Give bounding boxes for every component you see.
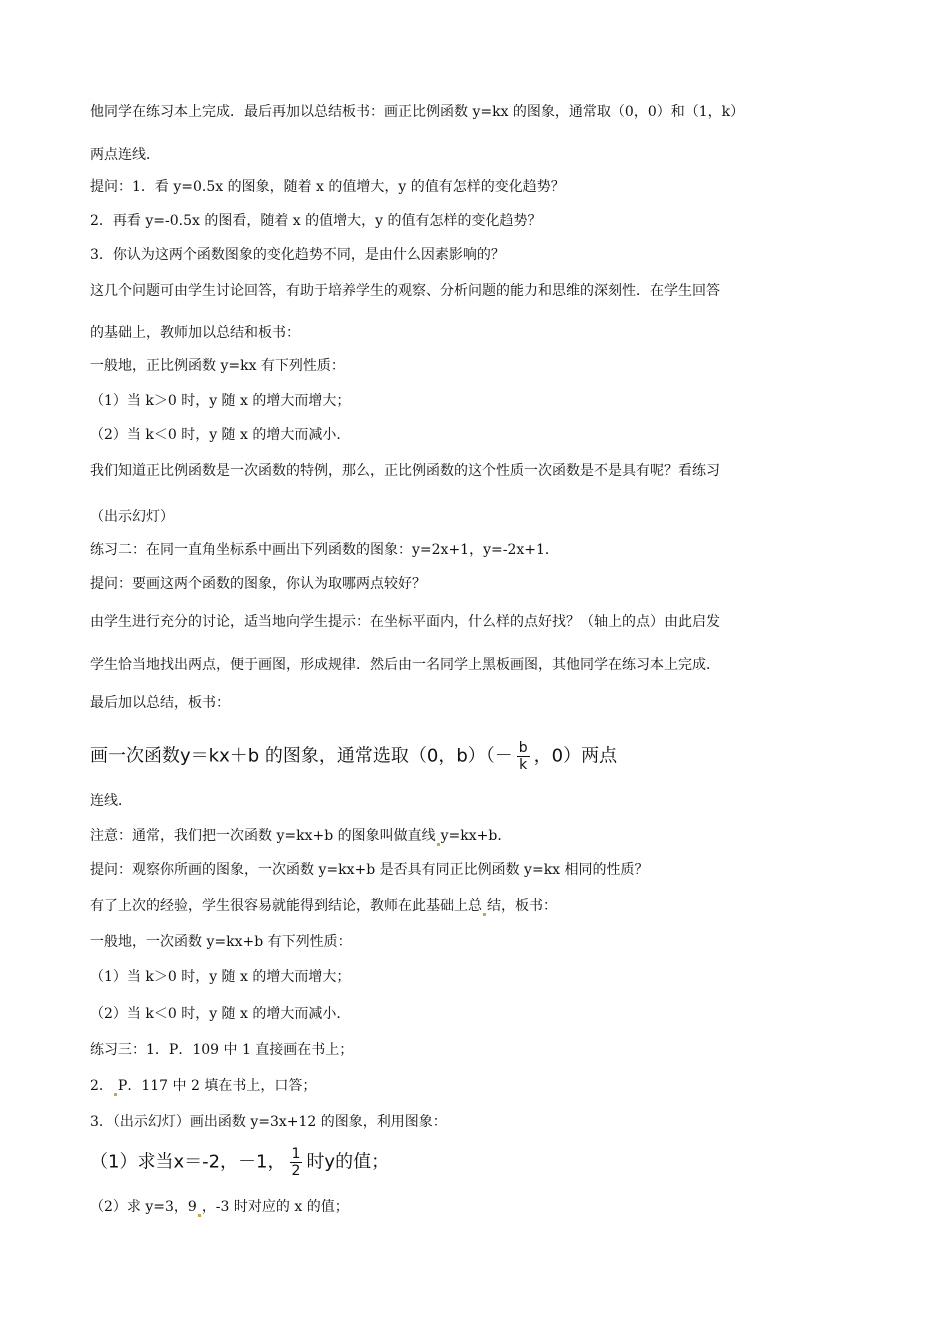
formula-find-y — [90, 1146, 389, 1179]
text-line: 一般地，正比例函数 y=kx 有下列性质： — [90, 358, 345, 374]
text-line: 一般地，一次函数 y=kx+b 有下列性质： — [90, 934, 352, 950]
text-segment: （2）求 y=3，9 — [90, 1199, 197, 1215]
text-line: （2）当 k＜0 时，y 随 x 的增大而减小． — [90, 1006, 351, 1022]
text-line: 练习三：1．P．109 中 1 直接画在书上； — [90, 1042, 354, 1058]
formula-graph-method — [90, 740, 617, 773]
text-line: 提问：要画这两个函数的图象，你认为取哪两点较好？ — [90, 576, 426, 592]
text-line: 连线． — [90, 793, 132, 809]
text-line: 这几个问题可由学生讨论回答，有助于培养学生的观察、分析问题的能力和思维的深刻性．在学生回答 — [90, 283, 720, 299]
text-line: 3．（出示幻灯）画出函数 y=3x+12 的图象，利用图象： — [90, 1114, 447, 1130]
fraction-denominator: k — [519, 757, 528, 773]
text-line — [90, 1076, 316, 1096]
stray-mark — [198, 1214, 201, 1217]
text-line: 提问：观察你所画的图象，一次函数 y=kx+b 是否具有同正比例函数 y=kx 相同的性质？ — [90, 862, 649, 878]
text-line — [90, 826, 511, 846]
text-segment: 结，板书： — [487, 898, 557, 914]
fraction-one-half — [290, 1146, 303, 1179]
text-line: 最后加以总结，板书： — [90, 695, 230, 711]
fraction-numerator: 1 — [291, 1146, 301, 1162]
formula-text: （1）求当x＝-2，－1， — [90, 1151, 286, 1173]
stray-mark — [114, 1093, 117, 1096]
fraction-b-over-k — [517, 740, 530, 773]
text-line: 练习二：在同一直角坐标系中画出下列函数的图象：y=2x+1，y=-2x+1． — [90, 542, 559, 558]
text-segment: 注意：通常，我们把一次函数 y=kx+b 的图象叫做直线 — [90, 828, 436, 844]
text-line — [90, 896, 557, 916]
text-segment: y=kx+b． — [440, 828, 512, 844]
formula-text: 时y的值； — [306, 1151, 390, 1173]
text-segment: P．117 中 2 填在书上，口答； — [117, 1078, 317, 1094]
text-line: 他同学在练习本上完成．最后再加以总结板书：画正比例函数 y=kx 的图象，通常取（0，0）和（1，k） — [90, 104, 745, 120]
text-line: 的基础上，教师加以总结和板书： — [90, 325, 300, 341]
text-line: 2．再看 y=-0.5x 的图看，随着 x 的值增大，y 的值有怎样的变化趋势？ — [90, 213, 542, 229]
text-segment: 有了上次的经验，学生很容易就能得到结论，教师在此基础上总 — [90, 898, 482, 914]
stray-mark — [437, 843, 440, 846]
text-line: 学生恰当地找出两点，便于画图，形成规律．然后由一名同学上黑板画图，其他同学在练习本上完成． — [90, 657, 720, 673]
stray-mark — [483, 913, 486, 916]
text-line: （1）当 k＞0 时，y 随 x 的增大而增大； — [90, 969, 351, 985]
text-line — [90, 1197, 349, 1217]
text-line: （出示幻灯） — [90, 509, 174, 525]
fraction-numerator: b — [518, 740, 528, 756]
text-line: 我们知道正比例函数是一次函数的特例，那么，正比例函数的这个性质一次函数是不是具有呢？看练习 — [90, 463, 720, 479]
formula-text: ，0）两点 — [533, 745, 618, 767]
fraction-denominator: 2 — [291, 1163, 301, 1179]
text-line: 提问：1．看 y=0.5x 的图象，随着 x 的值增大，y 的值有怎样的变化趋势？ — [90, 179, 565, 195]
text-line: 两点连线． — [90, 147, 160, 163]
text-line: （1）当 k＞0 时，y 随 x 的增大而增大； — [90, 393, 351, 409]
formula-text: 画一次函数y＝kx＋b 的图象，通常选取（0，b）（－ — [90, 745, 513, 767]
text-segment: 2． — [90, 1078, 113, 1094]
text-segment: ，-3 时对应的 x 的值； — [201, 1199, 349, 1215]
text-line: 3．你认为这两个函数图象的变化趋势不同，是由什么因素影响的？ — [90, 247, 505, 263]
text-line: （2）当 k＜0 时，y 随 x 的增大而减小． — [90, 427, 351, 443]
text-line: 由学生进行充分的讨论，适当地向学生提示：在坐标平面内，什么样的点好找？（轴上的点）由此启发 — [90, 614, 720, 630]
